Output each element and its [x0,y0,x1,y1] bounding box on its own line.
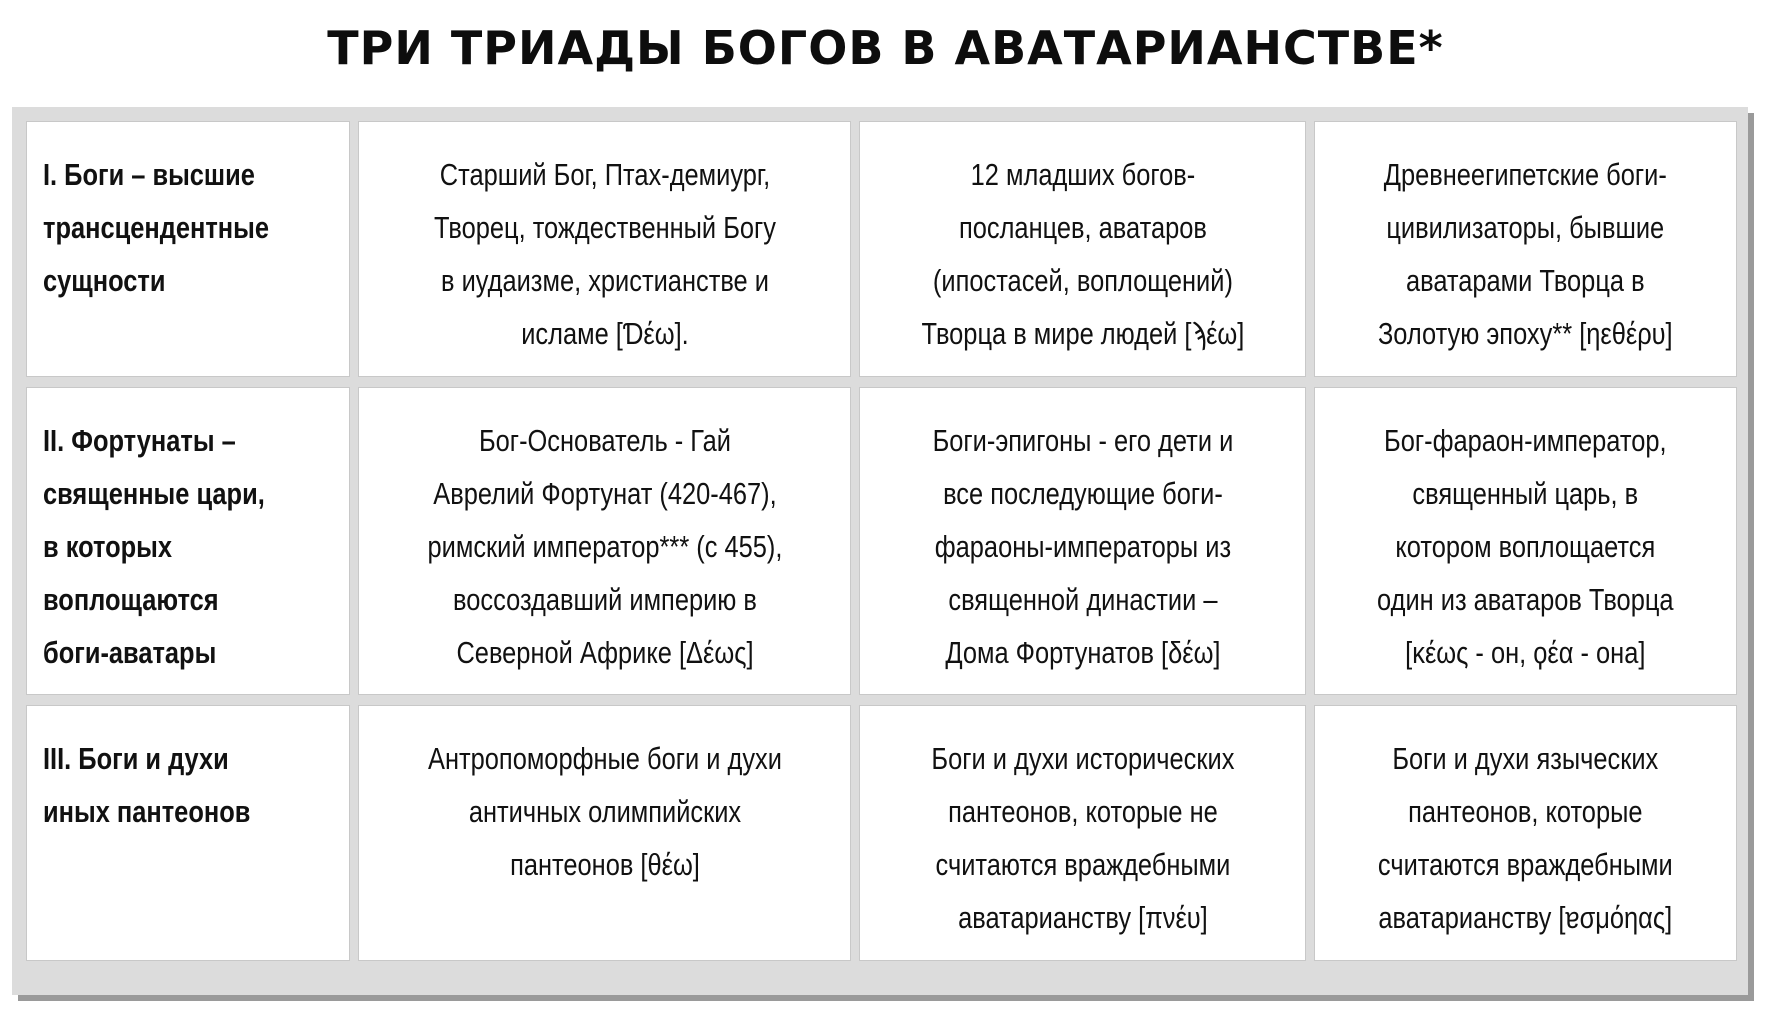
row-1-col-2-text: 12 младших богов- посланцев, аватаров (ипостасей, воплощений) Творца в мире людей [ϡέω] [921,157,1244,351]
row-2-heading-cell [26,387,350,695]
row-2-heading: II. Фортунаты – священные цари, в которых воплощаются боги-аватары [43,423,265,670]
row-2-col-1-text: Бог-Основатель - Гай Аврелий Фортунат (420-467), римский император*** (с 455), воссоздавший империю в Северной Африке [Δέως] [427,423,782,670]
row-2-col-1-cell [358,387,851,695]
row-1-col-3-text: Древнеегипетские боги- цивилизаторы, бывшие аватарами Творца в Золотую эпоху** [ηεθέρυ] [1378,157,1673,351]
row-1-col-3-cell [1314,121,1737,377]
row-1-col-2-cell [859,121,1306,377]
row-3-heading-cell [26,705,350,961]
row-2-col-2-cell [859,387,1306,695]
row-3-col-3-cell [1314,705,1737,961]
row-2-col-3-text: Бог-фараон-император, священный царь, в котором воплощается один из аватаров Творца [κέως - он, ϙέα - она] [1377,423,1674,670]
page-title: ТРИ ТРИАДЫ БОГОВ В АВАТАРИАНСТВЕ* [327,21,1444,75]
row-2-col-2-text: Боги-эпигоны - его дети и все последующие боги- фараоны-императоры из священной династии – Дома Фортунатов [δέω] [932,423,1233,670]
row-1-col-1-text: Старший Бог, Птах-демиург, Творец, тождественный Богу в иудаизме, христианстве и исламе [Ɗέω]. [433,157,776,351]
row-1-heading: I. Боги – высшие трансцендентные сущности [43,157,269,298]
table-frame [12,107,1748,995]
row-3-col-2-cell [859,705,1306,961]
row-3-col-2-text: Боги и духи исторических пантеонов, которые не считаются враждебными аватарианству [πνέυ] [931,741,1235,935]
row-3-col-3-text: Боги и духи языческих пантеонов, которые считаются враждебными аватарианству [ɐσμόηας] [1378,741,1673,935]
triads-table [26,121,1734,983]
row-2-col-3-cell [1314,387,1737,695]
row-1-heading-cell [26,121,350,377]
row-3-col-1-text: Антропоморфные боги и духи античных олимпийских пантеонов [θέω] [427,741,782,882]
row-3-heading: III. Боги и духи иных пантеонов [43,741,251,829]
row-1-col-1-cell [358,121,851,377]
row-3-col-1-cell [358,705,851,961]
